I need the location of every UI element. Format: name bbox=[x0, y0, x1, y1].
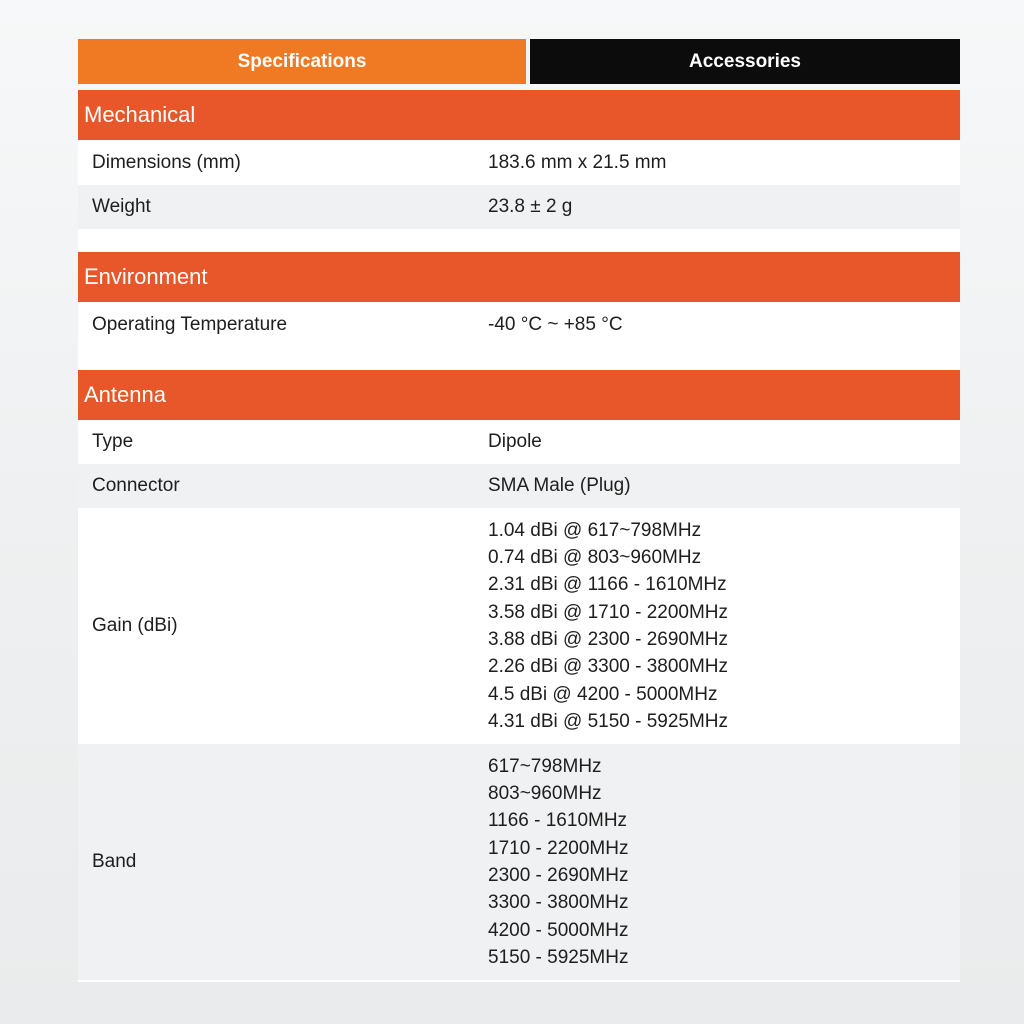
table-row-band bbox=[78, 744, 960, 980]
spec-value: SMA Male (Plug) bbox=[488, 475, 631, 497]
tab-specifications[interactable]: Specifications bbox=[78, 39, 526, 84]
gain-values bbox=[488, 517, 960, 735]
table-row bbox=[78, 420, 960, 464]
table-bottom-border bbox=[78, 980, 960, 982]
spec-panel bbox=[78, 39, 960, 982]
gain-value: 1.04 dBi @ 617~798MHz bbox=[488, 519, 702, 541]
band-value: 5150 - 5925MHz bbox=[488, 946, 629, 968]
gain-value: 3.58 dBi @ 1710 - 2200MHz bbox=[488, 601, 729, 623]
gain-value: 0.74 dBi @ 803~960MHz bbox=[488, 547, 702, 569]
section-spacer bbox=[78, 348, 960, 370]
section-antenna-heading: Antenna bbox=[78, 370, 960, 420]
table-row-gain bbox=[78, 508, 960, 744]
gain-value: 4.5 dBi @ 4200 - 5000MHz bbox=[488, 683, 718, 705]
spec-value: 183.6 mm x 21.5 mm bbox=[488, 151, 667, 173]
spec-label: Connector bbox=[92, 475, 180, 496]
band-value: 2300 - 2690MHz bbox=[488, 865, 629, 886]
table-row bbox=[78, 185, 960, 229]
table-row bbox=[78, 464, 960, 508]
band-value: 803~960MHz bbox=[488, 783, 602, 805]
gain-value: 2.26 dBi @ 3300 - 3800MHz bbox=[488, 656, 729, 678]
tab-accessories[interactable]: Accessories bbox=[530, 39, 960, 84]
spec-label: Band bbox=[92, 851, 137, 872]
band-values bbox=[488, 753, 960, 971]
band-value: 3300 - 3800MHz bbox=[488, 892, 629, 914]
spec-label: Operating Temperature bbox=[92, 314, 288, 335]
gain-value: 3.88 dBi @ 2300 - 2690MHz bbox=[488, 629, 729, 650]
section-environment-heading: Environment bbox=[78, 252, 960, 302]
tab-bar bbox=[78, 39, 960, 84]
spec-label: Gain (dBi) bbox=[92, 615, 178, 636]
spec-label: Type bbox=[92, 431, 134, 452]
spec-value: -40 °C ~ +85 °C bbox=[488, 314, 623, 336]
band-value: 617~798MHz bbox=[488, 755, 602, 777]
band-value: 1710 - 2200MHz bbox=[488, 837, 629, 859]
band-value: 1166 - 1610MHz bbox=[488, 810, 628, 832]
spec-label: Weight bbox=[92, 196, 151, 217]
spec-value: Dipole bbox=[488, 431, 542, 453]
section-spacer bbox=[78, 229, 960, 252]
table-row bbox=[78, 140, 960, 185]
band-value: 4200 - 5000MHz bbox=[488, 919, 629, 941]
gain-value: 2.31 dBi @ 1166 - 1610MHz bbox=[488, 574, 727, 596]
spec-value: 23.8 ± 2 g bbox=[488, 196, 573, 218]
spec-label: Dimensions (mm) bbox=[92, 151, 241, 173]
table-row bbox=[78, 302, 960, 348]
section-mechanical-heading: Mechanical bbox=[78, 90, 960, 140]
gain-value: 4.31 dBi @ 5150 - 5925MHz bbox=[488, 710, 729, 732]
